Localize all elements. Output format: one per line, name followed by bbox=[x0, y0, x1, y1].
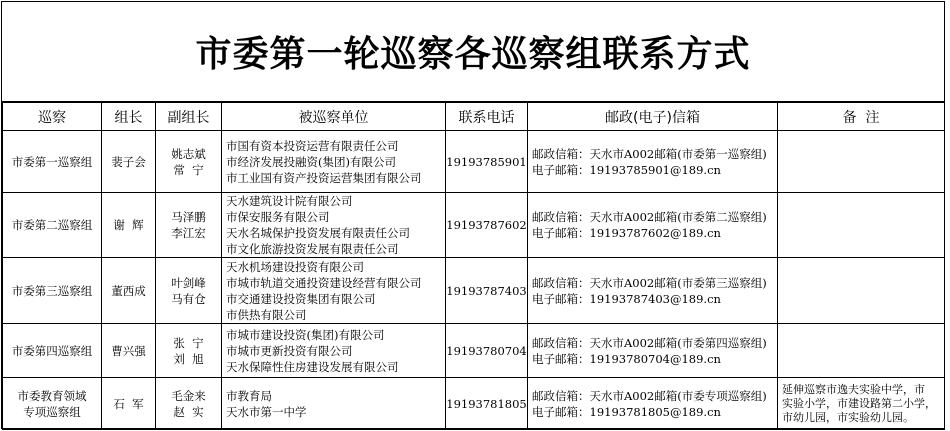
note-cell: 延伸巡察市逸夫实验中学，市 实验小学，市建设路第二小学， 市幼儿园，市实验幼儿园。 bbox=[778, 378, 945, 430]
document-frame bbox=[1, 1, 945, 429]
deputy-cell: 张 宁 刘 旭 bbox=[156, 324, 222, 378]
deputy-cell: 马泽鹏 李江宏 bbox=[156, 193, 222, 258]
group-cell: 市委第三巡察组 bbox=[3, 258, 102, 324]
group-cell: 市委第四巡察组 bbox=[3, 324, 102, 378]
unit-cell: 市国有资本投资运营有限责任公司 市经济发展投融资(集团)有限公司 市工业国有资产投资运营集团有限公司 bbox=[222, 131, 446, 193]
phone-cell: 19193780704 bbox=[446, 324, 528, 378]
note-cell bbox=[778, 193, 945, 258]
leader-cell: 谢 辉 bbox=[102, 193, 156, 258]
note-cell bbox=[778, 131, 945, 193]
header-unit: 被巡察单位 bbox=[222, 103, 446, 131]
leader-cell: 董西成 bbox=[102, 258, 156, 324]
header-deputy: 副组长 bbox=[156, 103, 222, 131]
group-cell: 市委第二巡察组 bbox=[3, 193, 102, 258]
note-cell bbox=[778, 324, 945, 378]
mail-cell: 邮政信箱：天水市A002邮箱(市委第一巡察组) 电子邮箱：19193785901@189.cn bbox=[528, 131, 778, 193]
table-row bbox=[3, 193, 945, 258]
phone-cell: 19193787602 bbox=[446, 193, 528, 258]
phone-cell: 19193785901 bbox=[446, 131, 528, 193]
group-cell: 市委教育领域 专项巡察组 bbox=[3, 378, 102, 430]
header-phone: 联系电话 bbox=[446, 103, 528, 131]
page-title: 市委第一轮巡察各巡察组联系方式 bbox=[2, 2, 944, 102]
unit-cell: 天水建筑设计院有限公司 市保安服务有限公司 天水名城保护投资发展有限责任公司 市文化旅游投资发展有限责任公司 bbox=[222, 193, 446, 258]
deputy-cell: 毛金来 赵 实 bbox=[156, 378, 222, 430]
phone-cell: 19193781805 bbox=[446, 378, 528, 430]
mail-cell: 邮政信箱：天水市A002邮箱(市委第四巡察组) 电子邮箱：19193780704@189.cn bbox=[528, 324, 778, 378]
leader-cell: 石 军 bbox=[102, 378, 156, 430]
table-row bbox=[3, 131, 945, 193]
table-row bbox=[3, 378, 945, 430]
deputy-cell: 叶剑峰 马有仓 bbox=[156, 258, 222, 324]
header-note: 备 注 bbox=[778, 103, 945, 131]
mail-cell: 邮政信箱：天水市A002邮箱(市委第二巡察组) 电子邮箱：19193787602@189.cn bbox=[528, 193, 778, 258]
contact-table bbox=[2, 102, 945, 430]
table-row bbox=[3, 258, 945, 324]
mail-cell: 邮政信箱：天水市A002邮箱(市委专项巡察组) 电子邮箱：19193781805@189.cn bbox=[528, 378, 778, 430]
unit-cell: 市教育局 天水市第一中学 bbox=[222, 378, 446, 430]
mail-cell: 邮政信箱：天水市A002邮箱(市委第三巡察组) 电子邮箱：19193787403@189.cn bbox=[528, 258, 778, 324]
deputy-cell: 姚志斌 常 宁 bbox=[156, 131, 222, 193]
leader-cell: 曹兴强 bbox=[102, 324, 156, 378]
header-leader: 组长 bbox=[102, 103, 156, 131]
phone-cell: 19193787403 bbox=[446, 258, 528, 324]
unit-cell: 市城市建设投资(集团)有限公司 市城市更新投资有限公司 天水保障性住房建设发展有限公司 bbox=[222, 324, 446, 378]
header-row bbox=[3, 103, 945, 131]
header-group: 巡察 bbox=[3, 103, 102, 131]
group-cell: 市委第一巡察组 bbox=[3, 131, 102, 193]
leader-cell: 裴子会 bbox=[102, 131, 156, 193]
table-row bbox=[3, 324, 945, 378]
unit-cell: 天水机场建设投资有限公司 市城市轨道交通投资建设经营有限公司 市交通建设投资集团有限公司 市供热有限公司 bbox=[222, 258, 446, 324]
header-mail: 邮政(电子)信箱 bbox=[528, 103, 778, 131]
note-cell bbox=[778, 258, 945, 324]
